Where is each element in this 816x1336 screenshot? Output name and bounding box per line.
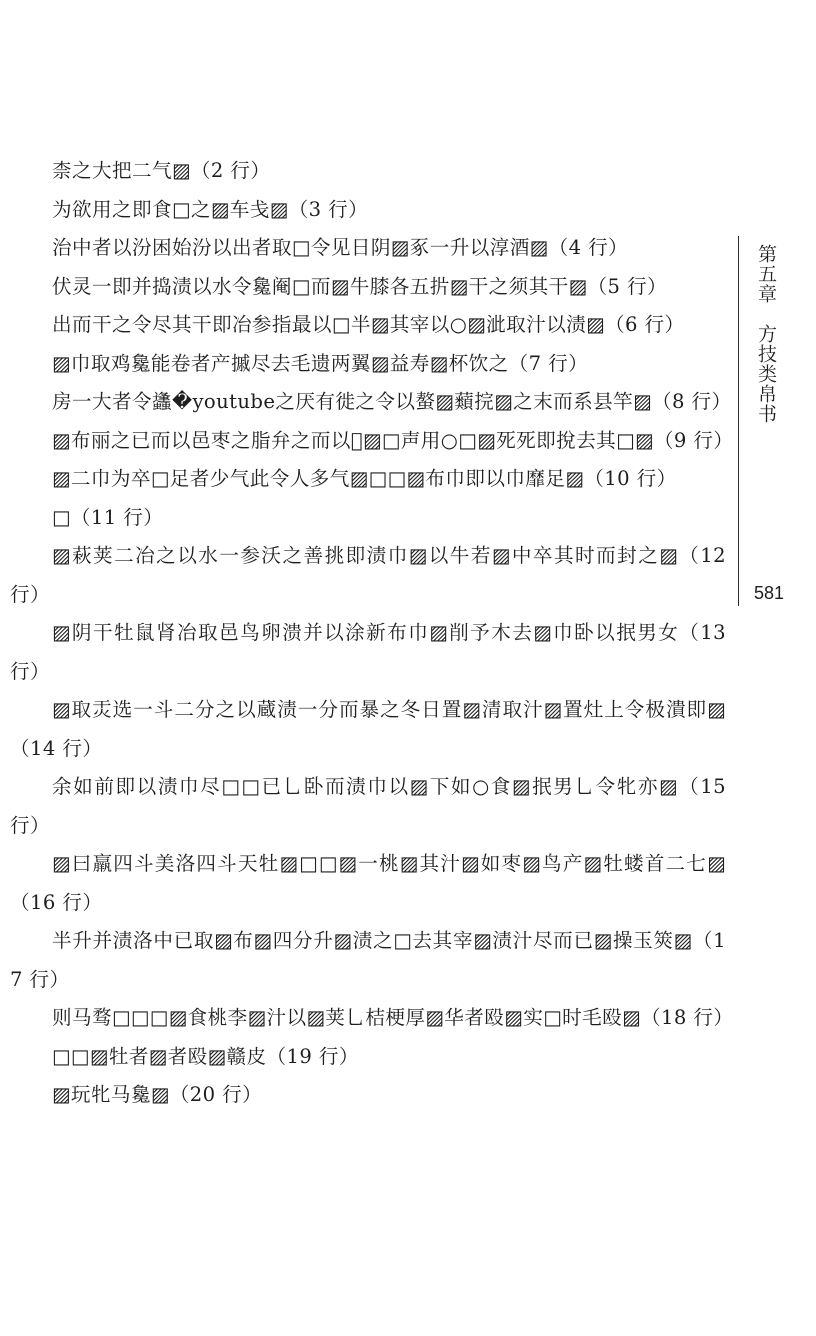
- text-line-13: ▨阴干牡鼠肾冶取邑鸟卵溃并以涂新布巾▨削予木去▨巾卧以抿男女（13 行）: [10, 621, 726, 683]
- text-line-20: ▨玩牝马毚▨（20 行）: [52, 1083, 263, 1106]
- text-line-14: ▨取㶣选一斗二分之以蔵渍一分而暴之冬日置▨清取汁▨置灶上令极潰即▨（14 行）: [10, 698, 726, 760]
- text-line-9: ▨布丽之已而以邑枣之脂弁之而以𫚧▨□声用○□▨死死即挩去其□▨（9 行）: [52, 428, 734, 452]
- text-line-19: □□▨牡者▨者殴▨赣皮（19 行）: [52, 1044, 359, 1068]
- text-line-15: 余如前即以渍巾尽□□已乚卧而渍巾以▨下如○食▨抿男乚令牝亦▨（15 行）: [10, 775, 726, 837]
- chapter-title: 第五章 方技类帛书: [755, 244, 777, 424]
- text-line-10: ▨二巾为卒□足者少气此令人多气▨□□▨布巾即以巾靡足▨（10 行）: [52, 467, 677, 490]
- text-line-4: 治中者以汾困始汾以出者取□令见日阴▨豖一升以淳酒▨（4 行）: [52, 236, 629, 259]
- text-line-11: □（11 行）: [52, 505, 164, 529]
- text-line-17: 半升并渍洛中已取▨布▨四分升▨渍之□去其宰▨渍汁尽而已▨操玉筴▨（17 行）: [10, 929, 726, 991]
- text-line-6: 出而干之令尽其干即冶参指最以□半▨其宰以○▨泚取汁以渍▨（6 行）: [52, 313, 685, 336]
- text-line-3: 为欲用之即食□之▨车戋▨（3 行）: [52, 197, 369, 221]
- text-line-5: 伏灵一即并捣渍以水令毚阉□而▨牛膝各五扸▨干之须其干▨（5 行）: [52, 274, 667, 298]
- text-line-18: 则马骛□□□▨食桃李▨汁以▨荚乚桔梗厚▨华者殴▨实□时毛殴▨（18 行）: [52, 1006, 734, 1029]
- body-text: [10, 152, 734, 1115]
- sidebar-divider: [738, 236, 739, 606]
- text-line-8: 房一大者令蠭�youtube之厌有徙之令以螯▨蘱捖▨之末而系县竿▨（8 行）: [52, 390, 732, 413]
- page-number: 581: [754, 583, 785, 603]
- text-line-16: ▨曰羸四斗美洛四斗天牡▨□□▨一桃▨其汁▨如枣▨鸟产▨牡蝼首二七▨（16 行）: [10, 852, 726, 914]
- text-line-7: ▨巾取鸡毚能卷者产摵尽去毛遗两翼▨益寿▨杯饮之（7 行）: [52, 351, 589, 375]
- text-line-2: 柰之大把二气▨（2 行）: [52, 159, 271, 182]
- text-line-12: ▨萩荚二冶之以水一参沃之善挑即渍巾▨以牛若▨中卒其时而封之▨（12 行）: [10, 544, 726, 606]
